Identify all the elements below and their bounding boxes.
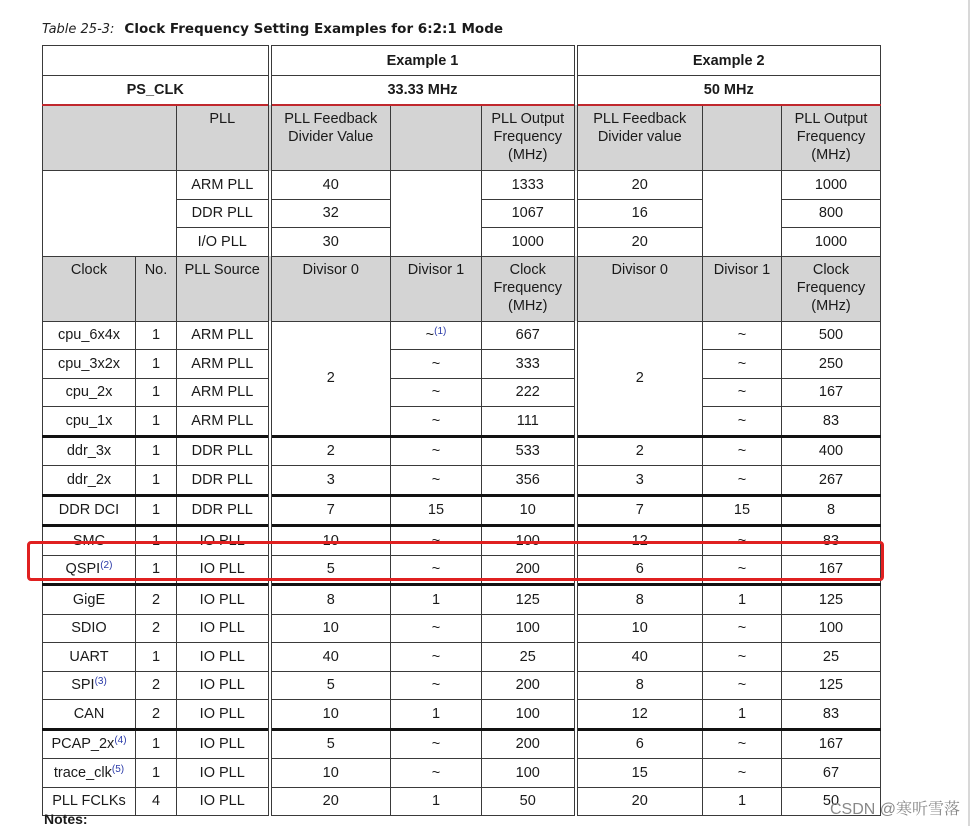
clock-name: cpu_1x <box>43 407 136 437</box>
divisor1-1: ~ <box>391 729 482 759</box>
freq-2: 167 <box>782 555 881 585</box>
freq-2: 100 <box>782 614 881 643</box>
divisor0-2: 10 <box>576 614 703 643</box>
divisor1-2: ~ <box>703 526 782 556</box>
pll-col-header: PLL <box>177 105 270 171</box>
pll-source: IO PLL <box>177 643 270 672</box>
clock-name: ddr_2x <box>43 466 136 496</box>
freq-1: 50 <box>482 787 576 816</box>
clock-name: SDIO <box>43 614 136 643</box>
freq-2: 25 <box>782 643 881 672</box>
pll-header-row <box>43 105 881 171</box>
divisor0-1: 7 <box>270 495 391 526</box>
divisor1-1: ~ <box>391 526 482 556</box>
divisor1-1: 1 <box>391 787 482 816</box>
pll-feedback-header-1: PLL Feedback Divider Value <box>270 105 391 171</box>
notes-heading: Notes: <box>44 811 88 827</box>
clock-name: cpu_3x2x <box>43 350 136 379</box>
freq-1: 100 <box>482 614 576 643</box>
divisor1-1: ~ <box>391 378 482 407</box>
clock-col-header: Clock <box>43 256 136 321</box>
clock-name: $PCAP\_2x^{(4)}$ <box>43 729 136 759</box>
divisor1-2: ~ <box>703 671 782 700</box>
pll-source: IO PLL <box>177 526 270 556</box>
clock-header-row <box>43 256 881 321</box>
freq-2: 167 <box>782 378 881 407</box>
clock-name: PLL FCLKs <box>43 787 136 816</box>
divisor1-2: 15 <box>703 495 782 526</box>
freq-2: 67 <box>782 759 881 788</box>
pll-source: ARM PLL <box>177 350 270 379</box>
pll-source: ARM PLL <box>177 378 270 407</box>
divisor1-2: ~ <box>703 759 782 788</box>
pll-feedback-2: 20 <box>576 171 703 200</box>
freq-2: 83 <box>782 526 881 556</box>
pll-feedback-1: 32 <box>270 199 391 228</box>
freq-2: 500 <box>782 321 881 350</box>
clock-name: CAN <box>43 700 136 730</box>
clock-name: cpu_2x <box>43 378 136 407</box>
clock-no: 1 <box>136 526 177 556</box>
divisor0-1: 10 <box>270 759 391 788</box>
watermark: CSDN @寒听雪落 <box>829 801 960 818</box>
freq-1: 667 <box>482 321 576 350</box>
pll-source: IO PLL <box>177 787 270 816</box>
divisor0-2: 8 <box>576 671 703 700</box>
cpu-divisor0-1: 2 <box>270 321 391 436</box>
table-row <box>43 466 881 496</box>
ps-clk-example-2: 50 MHz <box>576 76 881 106</box>
freq-1: 333 <box>482 350 576 379</box>
table-row <box>43 643 881 672</box>
divisor1-1: ~ <box>391 614 482 643</box>
divisor0-1: 10 <box>270 700 391 730</box>
pll-feedback-1: 30 <box>270 228 391 257</box>
freq-header-2: Clock Frequency (MHz) <box>782 256 881 321</box>
pll-source: IO PLL <box>177 555 270 585</box>
divisor0-2: 15 <box>576 759 703 788</box>
pll-source: IO PLL <box>177 729 270 759</box>
clock-no: 1 <box>136 321 177 350</box>
freq-2: 267 <box>782 466 881 496</box>
divisor1-2: ~ <box>703 350 782 379</box>
freq-1: 200 <box>482 671 576 700</box>
pll-source: ARM PLL <box>177 407 270 437</box>
divisor0-2: 6 <box>576 729 703 759</box>
clock-no: 1 <box>136 729 177 759</box>
table-label: Table 25-3: <box>42 22 115 37</box>
divisor1-1: ~ <box>391 466 482 496</box>
pll-output-2: 1000 <box>782 171 881 200</box>
clock-no: 4 <box>136 787 177 816</box>
clock-no: 2 <box>136 585 177 615</box>
divisor0-2: 6 <box>576 555 703 585</box>
divisor1-2: ~ <box>703 729 782 759</box>
divisor0-header-1: Divisor 0 <box>270 256 391 321</box>
freq-1: 111 <box>482 407 576 437</box>
cpu-divisor0-2: 2 <box>576 321 703 436</box>
divisor1-2: ~ <box>703 643 782 672</box>
pll-name: I/O PLL <box>177 228 270 257</box>
pll-source: IO PLL <box>177 585 270 615</box>
divisor0-1: 8 <box>270 585 391 615</box>
pll-source: IO PLL <box>177 614 270 643</box>
freq-1: 125 <box>482 585 576 615</box>
freq-1: 222 <box>482 378 576 407</box>
freq-1: 533 <box>482 436 576 466</box>
clock-no: 1 <box>136 759 177 788</box>
divisor1-header-1: Divisor 1 <box>391 256 482 321</box>
source-col-header: PLL Source <box>177 256 270 321</box>
pll-source: IO PLL <box>177 700 270 730</box>
divisor1-1: ~ <box>391 759 482 788</box>
divisor1-2: ~ <box>703 378 782 407</box>
pll-output-2: 1000 <box>782 228 881 257</box>
divisor0-1: 5 <box>270 555 391 585</box>
freq-2: 125 <box>782 671 881 700</box>
pll-row <box>43 171 881 200</box>
table-caption <box>42 20 503 37</box>
divisor1-1: 1 <box>391 585 482 615</box>
clock-no: 1 <box>136 407 177 437</box>
table-row <box>43 614 881 643</box>
divisor1-2: ~ <box>703 466 782 496</box>
divisor0-1: 5 <box>270 671 391 700</box>
clock-no: 2 <box>136 671 177 700</box>
pll-output-header-1: PLL Output Frequency (MHz) <box>482 105 576 171</box>
table-row <box>43 436 881 466</box>
pll-source: ARM PLL <box>177 321 270 350</box>
divisor0-header-2: Divisor 0 <box>576 256 703 321</box>
divisor1-1: ~ <box>391 407 482 437</box>
freq-1: 356 <box>482 466 576 496</box>
clock-no: 1 <box>136 555 177 585</box>
table-row <box>43 700 881 730</box>
pll-feedback-1: 40 <box>270 171 391 200</box>
table-row <box>43 787 881 816</box>
freq-2: 83 <box>782 407 881 437</box>
clock-no: 2 <box>136 614 177 643</box>
divisor1-2: ~ <box>703 614 782 643</box>
divisor0-2: 7 <box>576 495 703 526</box>
clock-no: 2 <box>136 700 177 730</box>
clock-name: cpu_6x4x <box>43 321 136 350</box>
clock-name: QSPI$^{(2)}$ <box>43 555 136 585</box>
divisor0-2: 12 <box>576 700 703 730</box>
divisor0-2: 2 <box>576 436 703 466</box>
clock-name: ddr_3x <box>43 436 136 466</box>
footnote-ref[interactable]: (3) <box>94 676 107 688</box>
clock-no: 1 <box>136 643 177 672</box>
pll-name: DDR PLL <box>177 199 270 228</box>
ps-clk-label: PS_CLK <box>43 76 270 106</box>
pll-feedback-header-2: PLL Feedback Divider value <box>576 105 703 171</box>
divisor1-header-2: Divisor 1 <box>703 256 782 321</box>
divisor1-2: 1 <box>703 787 782 816</box>
table-row <box>43 321 881 350</box>
clock-name: SMC <box>43 526 136 556</box>
clock-name: DDR DCI <box>43 495 136 526</box>
pll-source: DDR PLL <box>177 436 270 466</box>
divisor1-2: 1 <box>703 585 782 615</box>
footnote-ref[interactable]: (1) <box>434 326 447 338</box>
clock-frequency-table <box>42 45 881 816</box>
pll-output-1: 1333 <box>482 171 576 200</box>
divisor0-2: 40 <box>576 643 703 672</box>
divisor0-1: 5 <box>270 729 391 759</box>
divisor0-2: 20 <box>576 787 703 816</box>
freq-header-1: Clock Frequency (MHz) <box>482 256 576 321</box>
divisor0-1: 10 <box>270 614 391 643</box>
freq-1: 100 <box>482 526 576 556</box>
footnote-ref[interactable]: (4) <box>114 735 127 747</box>
divisor1-1: ~ <box>391 350 482 379</box>
freq-1: 10 <box>482 495 576 526</box>
table-title: Clock Frequency Setting Examples for 6:2:1 Mode <box>124 21 504 37</box>
example-2-header: Example 2 <box>576 46 881 76</box>
no-col-header: No. <box>136 256 177 321</box>
freq-2: 250 <box>782 350 881 379</box>
clock-name: trace_clk$^{(5)}$ <box>43 759 136 788</box>
divisor0-2: 12 <box>576 526 703 556</box>
freq-2: 125 <box>782 585 881 615</box>
clock-no: 1 <box>136 466 177 496</box>
clock-no: 1 <box>136 378 177 407</box>
pll-feedback-2: 20 <box>576 228 703 257</box>
table-row <box>43 671 881 700</box>
divisor0-1: 3 <box>270 466 391 496</box>
pll-output-1: 1067 <box>482 199 576 228</box>
example-header-row <box>43 46 881 76</box>
clock-no: 1 <box>136 436 177 466</box>
ps-clk-row <box>43 76 881 106</box>
pll-output-header-2: PLL Output Frequency (MHz) <box>782 105 881 171</box>
clock-no: 1 <box>136 495 177 526</box>
divisor1-2: ~ <box>703 407 782 437</box>
freq-2: 8 <box>782 495 881 526</box>
divisor1-1: ~$^{(1)}$ <box>391 321 482 350</box>
pll-output-1: 1000 <box>482 228 576 257</box>
divisor1-1: 15 <box>391 495 482 526</box>
freq-1: 25 <box>482 643 576 672</box>
clock-name: SPI$^{(3)}$ <box>43 671 136 700</box>
page-edge-bar <box>968 0 970 826</box>
divisor1-1: ~ <box>391 436 482 466</box>
ps-clk-example-1: 33.33 MHz <box>270 76 576 106</box>
freq-2: 400 <box>782 436 881 466</box>
pll-source: IO PLL <box>177 671 270 700</box>
divisor0-1: 10 <box>270 526 391 556</box>
qspi-highlight-box <box>27 541 884 581</box>
divisor0-1: 2 <box>270 436 391 466</box>
table-row <box>43 407 881 437</box>
table-row <box>43 759 881 788</box>
divisor1-2: ~ <box>703 321 782 350</box>
table-row <box>43 729 881 759</box>
freq-2: 167 <box>782 729 881 759</box>
pll-output-2: 800 <box>782 199 881 228</box>
pll-feedback-2: 16 <box>576 199 703 228</box>
pll-source: IO PLL <box>177 759 270 788</box>
divisor1-2: ~ <box>703 555 782 585</box>
freq-1: 200 <box>482 729 576 759</box>
freq-1: 100 <box>482 759 576 788</box>
divisor0-2: 3 <box>576 466 703 496</box>
divisor1-1: 1 <box>391 700 482 730</box>
pll-source: DDR PLL <box>177 466 270 496</box>
clock-name: UART <box>43 643 136 672</box>
clock-name: GigE <box>43 585 136 615</box>
table-row <box>43 378 881 407</box>
divisor1-2: ~ <box>703 436 782 466</box>
table-row <box>43 495 881 526</box>
pll-source: DDR PLL <box>177 495 270 526</box>
freq-2: 50 <box>782 787 881 816</box>
divisor1-1: ~ <box>391 671 482 700</box>
pll-name: ARM PLL <box>177 171 270 200</box>
divisor0-2: 8 <box>576 585 703 615</box>
freq-2: 83 <box>782 700 881 730</box>
freq-1: 200 <box>482 555 576 585</box>
divisor0-1: 20 <box>270 787 391 816</box>
divisor1-1: ~ <box>391 555 482 585</box>
divisor1-1: ~ <box>391 643 482 672</box>
clock-no: 1 <box>136 350 177 379</box>
footnote-ref[interactable]: (5) <box>111 763 125 775</box>
table-row <box>43 585 881 615</box>
divisor0-1: 40 <box>270 643 391 672</box>
freq-1: 100 <box>482 700 576 730</box>
divisor1-2: 1 <box>703 700 782 730</box>
example-1-header: Example 1 <box>270 46 576 76</box>
footnote-ref[interactable]: (2) <box>100 560 113 572</box>
table-row <box>43 350 881 379</box>
